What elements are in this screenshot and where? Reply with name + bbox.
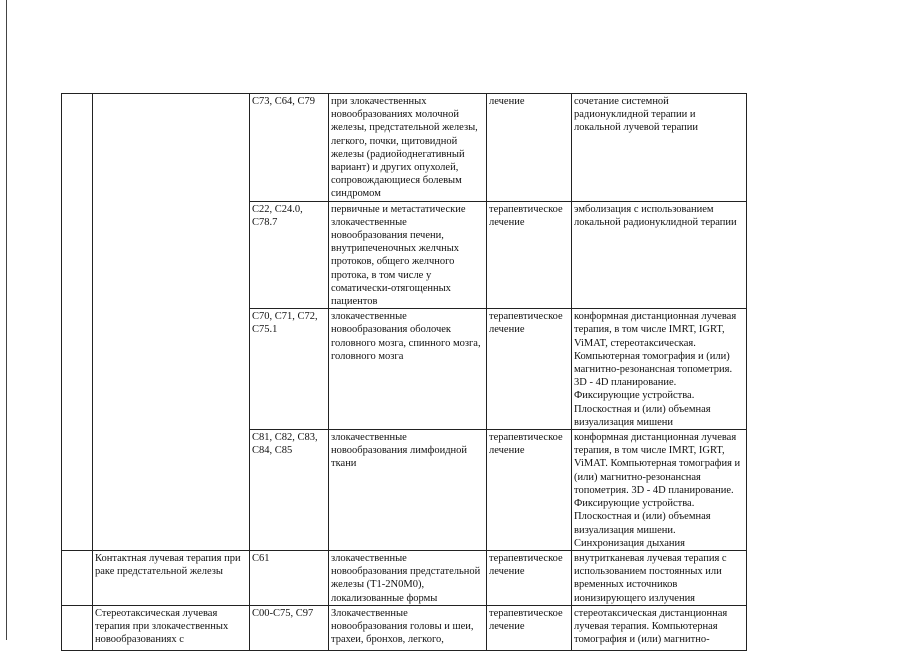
method-cell: внутритканевая лучевая терапия с использованием постоянных или временных источников ионизирующего излучения bbox=[572, 550, 747, 605]
disease-cell: злокачественные новообразования лимфоидной ткани bbox=[329, 430, 487, 551]
disease-cell: злокачественные новообразования предстательной железы (T1-2N0M0), локализованные формы bbox=[329, 550, 487, 605]
table-row bbox=[62, 605, 747, 650]
row-number-cell bbox=[62, 94, 93, 551]
method-cell: эмболизация с использованием локальной радионуклидной терапии bbox=[572, 201, 747, 309]
method-cell: стереотаксическая дистанционная лучевая терапия. Компьютерная томография и (или) магнитно- bbox=[572, 605, 747, 650]
method-cell: сочетание системной радионуклидной терапии и локальной лучевой терапии bbox=[572, 94, 747, 202]
table-row bbox=[62, 94, 747, 202]
indication-cell: Стереотаксическая лучевая терапия при злокачественных новообразованиях с bbox=[93, 605, 250, 650]
row-number-cell bbox=[62, 605, 93, 650]
treatment-table bbox=[61, 93, 747, 651]
codes-cell: C00-C75, C97 bbox=[250, 605, 329, 650]
row-number-cell bbox=[62, 550, 93, 605]
disease-cell: при злокачественных новообразованиях молочной железы, предстательной железы, легкого, почки, щитовидной железы (радиойоднегативный вариант) и других опухолей, сопровождающиеся болевым синдромом bbox=[329, 94, 487, 202]
codes-cell: C61 bbox=[250, 550, 329, 605]
indication-cell: Контактная лучевая терапия при раке предстательной железы bbox=[93, 550, 250, 605]
method-cell: конформная дистанционная лучевая терапия, в том числе IMRT, IGRT, ViMAT, стереотаксическая. Компьютерная томография и (или) магнитно-резонансная топометрия. 3D - 4D планирование. Фиксирующие устройства. Плоскостная и (или) объемная визуализация мишени bbox=[572, 309, 747, 430]
page-edge-line bbox=[6, 0, 7, 640]
disease-cell: злокачественные новообразования оболочек головного мозга, спинного мозга, головного мозга bbox=[329, 309, 487, 430]
treatment-type-cell: терапевтическое лечение bbox=[487, 309, 572, 430]
disease-cell: первичные и метастатические злокачественные новообразования печени, внутрипеченочных желчных протоков, общего желчного протока, в том числе у соматически-отягощенных пациентов bbox=[329, 201, 487, 309]
disease-cell: Злокачественные новообразования головы и шеи, трахеи, бронхов, легкого, bbox=[329, 605, 487, 650]
method-cell: конформная дистанционная лучевая терапия, в том числе IMRT, IGRT, ViMAT. Компьютерная томография и (или) магнитно-резонансная топометрия. 3D - 4D планирование. Фиксирующие устройства. Плоскостная и (или) объемная визуализация мишени. Синхронизация дыхания bbox=[572, 430, 747, 551]
treatment-type-cell: лечение bbox=[487, 94, 572, 202]
treatment-type-cell: терапевтическое лечение bbox=[487, 605, 572, 650]
treatment-type-cell: терапевтическое лечение bbox=[487, 430, 572, 551]
codes-cell: C73, C64, C79 bbox=[250, 94, 329, 202]
codes-cell: C81, C82, C83, C84, C85 bbox=[250, 430, 329, 551]
codes-cell: C22, C24.0, C78.7 bbox=[250, 201, 329, 309]
treatment-type-cell: терапевтическое лечение bbox=[487, 201, 572, 309]
table-row bbox=[62, 550, 747, 605]
indication-cell bbox=[93, 94, 250, 551]
codes-cell: C70, C71, C72, C75.1 bbox=[250, 309, 329, 430]
treatment-type-cell: терапевтическое лечение bbox=[487, 550, 572, 605]
